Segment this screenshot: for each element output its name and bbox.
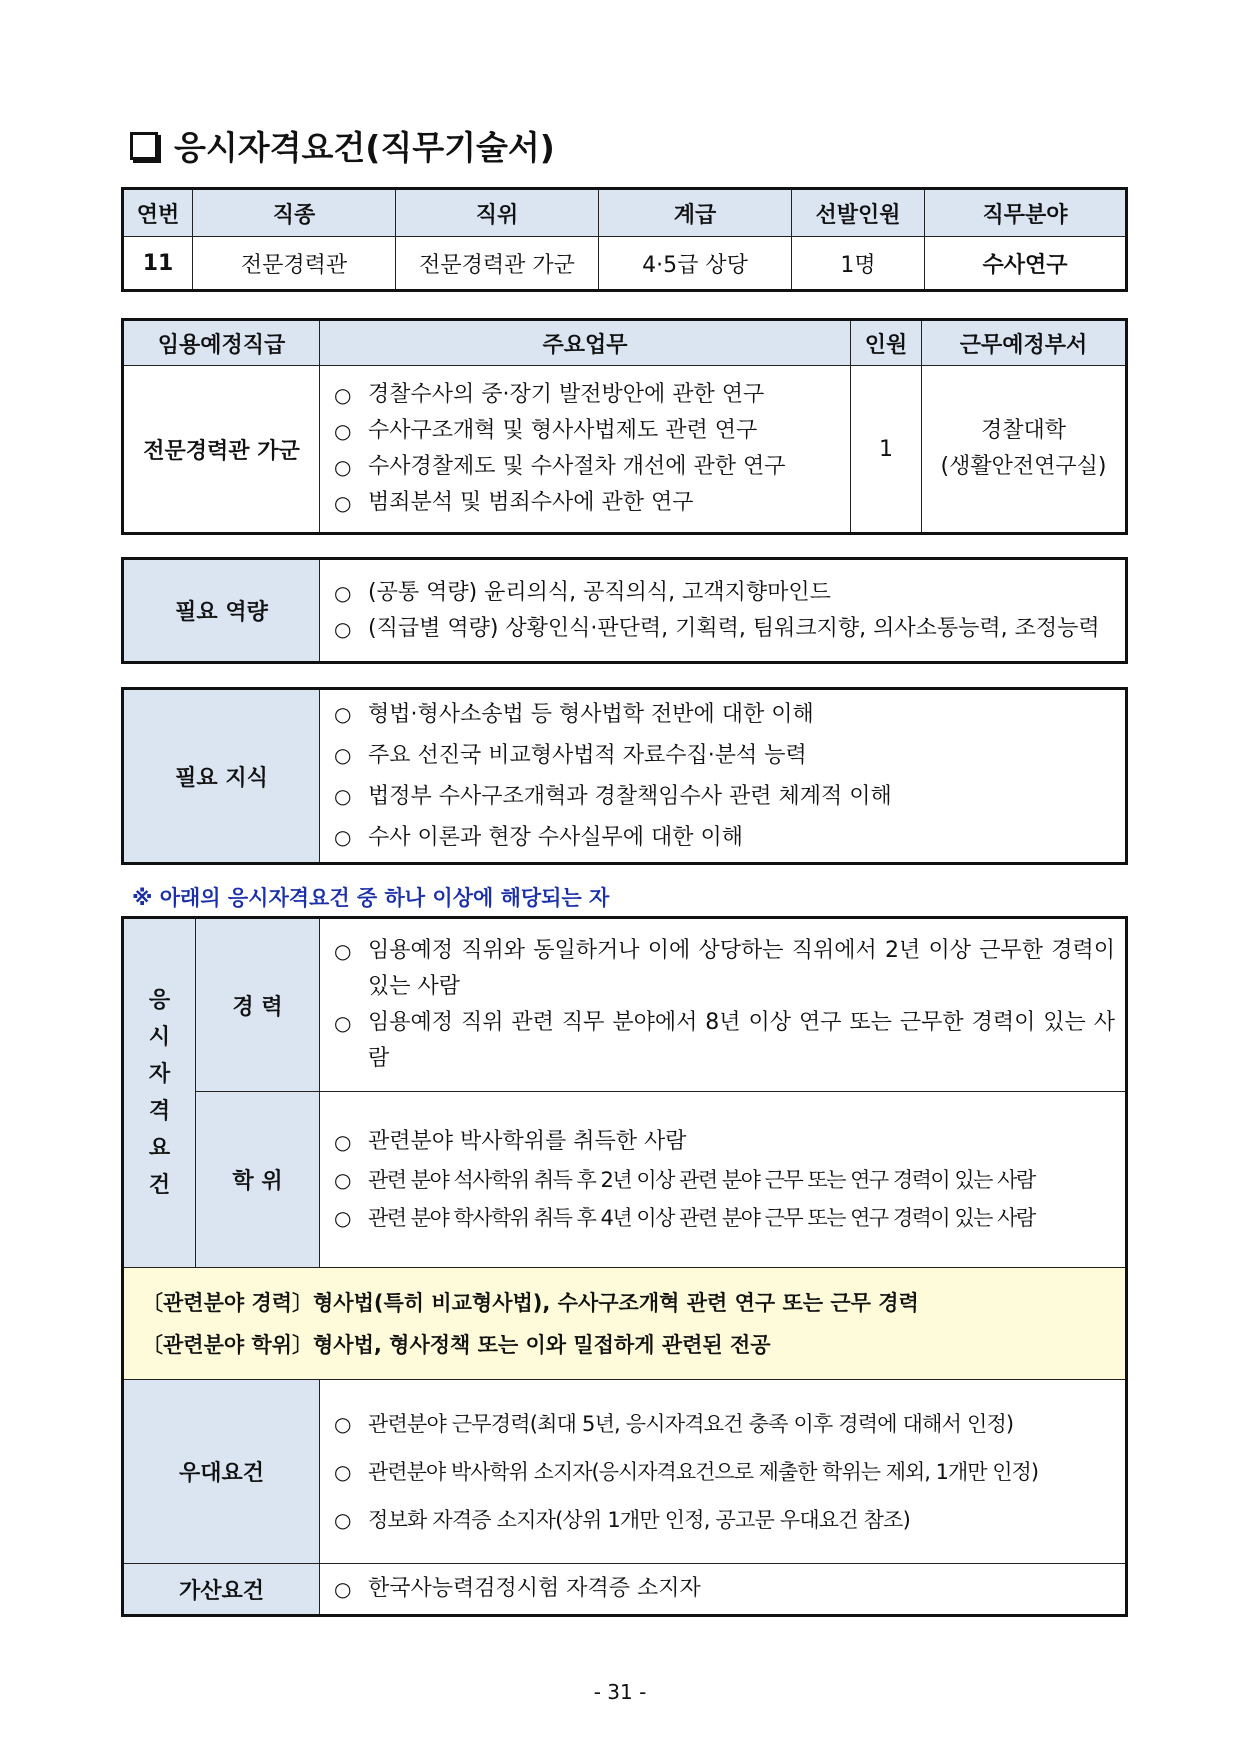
circle-bullet-icon: ○ xyxy=(334,455,352,479)
circle-bullet-icon: ○ xyxy=(334,419,352,443)
table-row xyxy=(123,1564,1127,1616)
list-item: ○ 관련 분야 석사학위 취득 후 2년 이상 관련 분야 근무 또는 연구 경력이 있는 사람 xyxy=(334,1161,1117,1199)
duty-item: ○ 수사경찰제도 및 수사절차 개선에 관한 연구 xyxy=(334,449,836,485)
preference-items xyxy=(320,1380,1127,1564)
header-serial: 연번 xyxy=(123,189,193,237)
circle-bullet-icon: ○ xyxy=(334,825,352,849)
circle-bullet-icon: ○ xyxy=(334,743,352,767)
circle-bullet-icon: ○ xyxy=(334,1411,351,1436)
list-item: ○ 한국사능력검정시험 자격증 소지자 xyxy=(334,1571,1111,1607)
circle-bullet-icon: ○ xyxy=(334,580,352,605)
page-number: - 31 - xyxy=(593,1680,647,1704)
header-job-field: 직무분야 xyxy=(925,189,1127,237)
header-main-duties: 주요업무 xyxy=(320,320,851,366)
circle-bullet-icon: ○ xyxy=(334,1011,352,1035)
degree-label: 학 위 xyxy=(196,1092,320,1268)
header-department: 근무예정부서 xyxy=(922,320,1127,366)
circle-bullet-icon: ○ xyxy=(334,1167,350,1192)
circle-bullet-icon: ○ xyxy=(334,702,352,726)
bonus-label: 가산요건 xyxy=(123,1564,320,1616)
related-career-definition: 〔관련분야 경력〕형사법(특히 비교형사법), 수사구조개혁 관련 연구 또는 근무 경력 xyxy=(142,1290,919,1315)
cell-serial: 11 xyxy=(123,237,193,291)
circle-bullet-icon: ○ xyxy=(334,1577,352,1601)
table-row xyxy=(123,1380,1127,1564)
circle-bullet-icon: ○ xyxy=(334,491,352,515)
section-title xyxy=(130,122,555,169)
circle-bullet-icon: ○ xyxy=(334,1507,351,1532)
list-item: ○ (공통 역량) 윤리의식, 공직의식, 고객지향마인드 xyxy=(334,575,1111,611)
circle-bullet-icon: ○ xyxy=(334,1459,351,1484)
list-item: ○ 관련분야 근무경력(최대 5년, 응시자격요건 충족 이후 경력에 대해서 인정) xyxy=(334,1400,1117,1448)
table-row xyxy=(123,366,1127,534)
duties-table xyxy=(121,318,1128,535)
cell-job-type: 전문경력관 xyxy=(193,237,396,291)
table-row xyxy=(123,237,1127,291)
duty-item: ○ 수사구조개혁 및 형사사법제도 관련 연구 xyxy=(334,413,836,449)
table-row xyxy=(123,689,1127,864)
table-row xyxy=(123,559,1127,663)
table-header-row xyxy=(123,189,1127,237)
circle-bullet-icon: ○ xyxy=(334,616,352,641)
cell-appointment-grade: 전문경력관 가군 xyxy=(123,366,320,534)
cell-department xyxy=(922,366,1127,534)
circle-bullet-icon: ○ xyxy=(334,1129,352,1154)
list-item: ○ 정보화 자격증 소지자(상위 1개만 인정, 공고문 우대요건 참조) xyxy=(334,1496,1117,1544)
circle-bullet-icon: ○ xyxy=(334,939,352,963)
list-item: ○ 주요 선진국 비교형사법적 자료수집·분석 능력 xyxy=(334,735,1111,776)
header-count: 인원 xyxy=(851,320,922,366)
cell-job-field: 수사연구 xyxy=(925,237,1127,291)
table-header-row xyxy=(123,320,1127,366)
section-title-text: 응시자격요건(직무기술서) xyxy=(174,128,555,167)
department-name: 경찰대학 xyxy=(980,418,1066,443)
qualification-table xyxy=(121,916,1128,1617)
knowledge-label: 필요 지식 xyxy=(123,689,320,864)
list-item: ○ 임용예정 직위와 동일하거나 이에 상당하는 직위에서 2년 이상 근무한 경력이 있는 사람 xyxy=(334,933,1115,1005)
knowledge-table xyxy=(121,687,1128,865)
table-row xyxy=(123,918,1127,1092)
header-position: 직위 xyxy=(396,189,599,237)
competency-items xyxy=(320,559,1127,663)
table-row xyxy=(123,1092,1127,1268)
duty-item: ○ 범죄분석 및 범죄수사에 관한 연구 xyxy=(334,485,836,521)
list-item: ○ 수사 이론과 현장 수사실무에 대한 이해 xyxy=(334,817,1111,858)
cell-headcount: 1명 xyxy=(792,237,925,291)
cell-count: 1 xyxy=(851,366,922,534)
bonus-items xyxy=(320,1564,1127,1616)
qualification-vertical-label: 응 시 자 격 요 건 xyxy=(123,918,196,1268)
list-item: ○ (직급별 역량) 상황인식·판단력, 기획력, 팀워크지향, 의사소통능력, 조정능력 xyxy=(334,611,1111,647)
circle-bullet-icon: ○ xyxy=(334,784,352,808)
cell-position: 전문경력관 가군 xyxy=(396,237,599,291)
career-label: 경 력 xyxy=(196,918,320,1092)
department-subunit: (생활안전연구실) xyxy=(940,454,1107,479)
list-item: ○ 관련 분야 학사학위 취득 후 4년 이상 관련 분야 근무 또는 연구 경력이 있는 사람 xyxy=(334,1199,1117,1237)
circle-bullet-icon: ○ xyxy=(334,383,352,407)
duty-item: ○ 경찰수사의 중·장기 발전방안에 관한 연구 xyxy=(334,377,836,413)
competency-table xyxy=(121,557,1128,664)
checkbox-square-icon xyxy=(130,132,158,160)
header-appointment-grade: 임용예정직급 xyxy=(123,320,320,366)
list-item: ○ 형법·형사소송법 등 형사법학 전반에 대한 이해 xyxy=(334,694,1111,735)
table-row xyxy=(123,1268,1127,1380)
circle-bullet-icon: ○ xyxy=(334,1205,350,1230)
knowledge-items xyxy=(320,689,1127,864)
list-item: ○ 관련분야 박사학위를 취득한 사람 xyxy=(334,1123,1117,1161)
eligibility-note: ※ 아래의 응시자격요건 중 하나 이상에 해당되는 자 xyxy=(132,886,610,910)
related-degree-definition: 〔관련분야 학위〕형사법, 형사정책 또는 이와 밀접하게 관련된 전공 xyxy=(142,1332,771,1357)
cell-grade: 4·5급 상당 xyxy=(599,237,792,291)
position-summary-table xyxy=(121,187,1128,292)
list-item: ○ 임용예정 직위 관련 직무 분야에서 8년 이상 연구 또는 근무한 경력이 있는 사람 xyxy=(334,1005,1115,1077)
cell-main-duties xyxy=(320,366,851,534)
list-item: ○ 법정부 수사구조개혁과 경찰책임수사 관련 체계적 이해 xyxy=(334,776,1111,817)
header-headcount: 선발인원 xyxy=(792,189,925,237)
competency-label: 필요 역량 xyxy=(123,559,320,663)
preference-label: 우대요건 xyxy=(123,1380,320,1564)
degree-items xyxy=(320,1092,1127,1268)
header-grade: 계급 xyxy=(599,189,792,237)
career-items xyxy=(320,918,1127,1092)
list-item: ○ 관련분야 박사학위 소지자(응시자격요건으로 제출한 학위는 제외, 1개만 인정) xyxy=(334,1448,1117,1496)
related-field-definition xyxy=(123,1268,1127,1380)
header-job-type: 직종 xyxy=(193,189,396,237)
